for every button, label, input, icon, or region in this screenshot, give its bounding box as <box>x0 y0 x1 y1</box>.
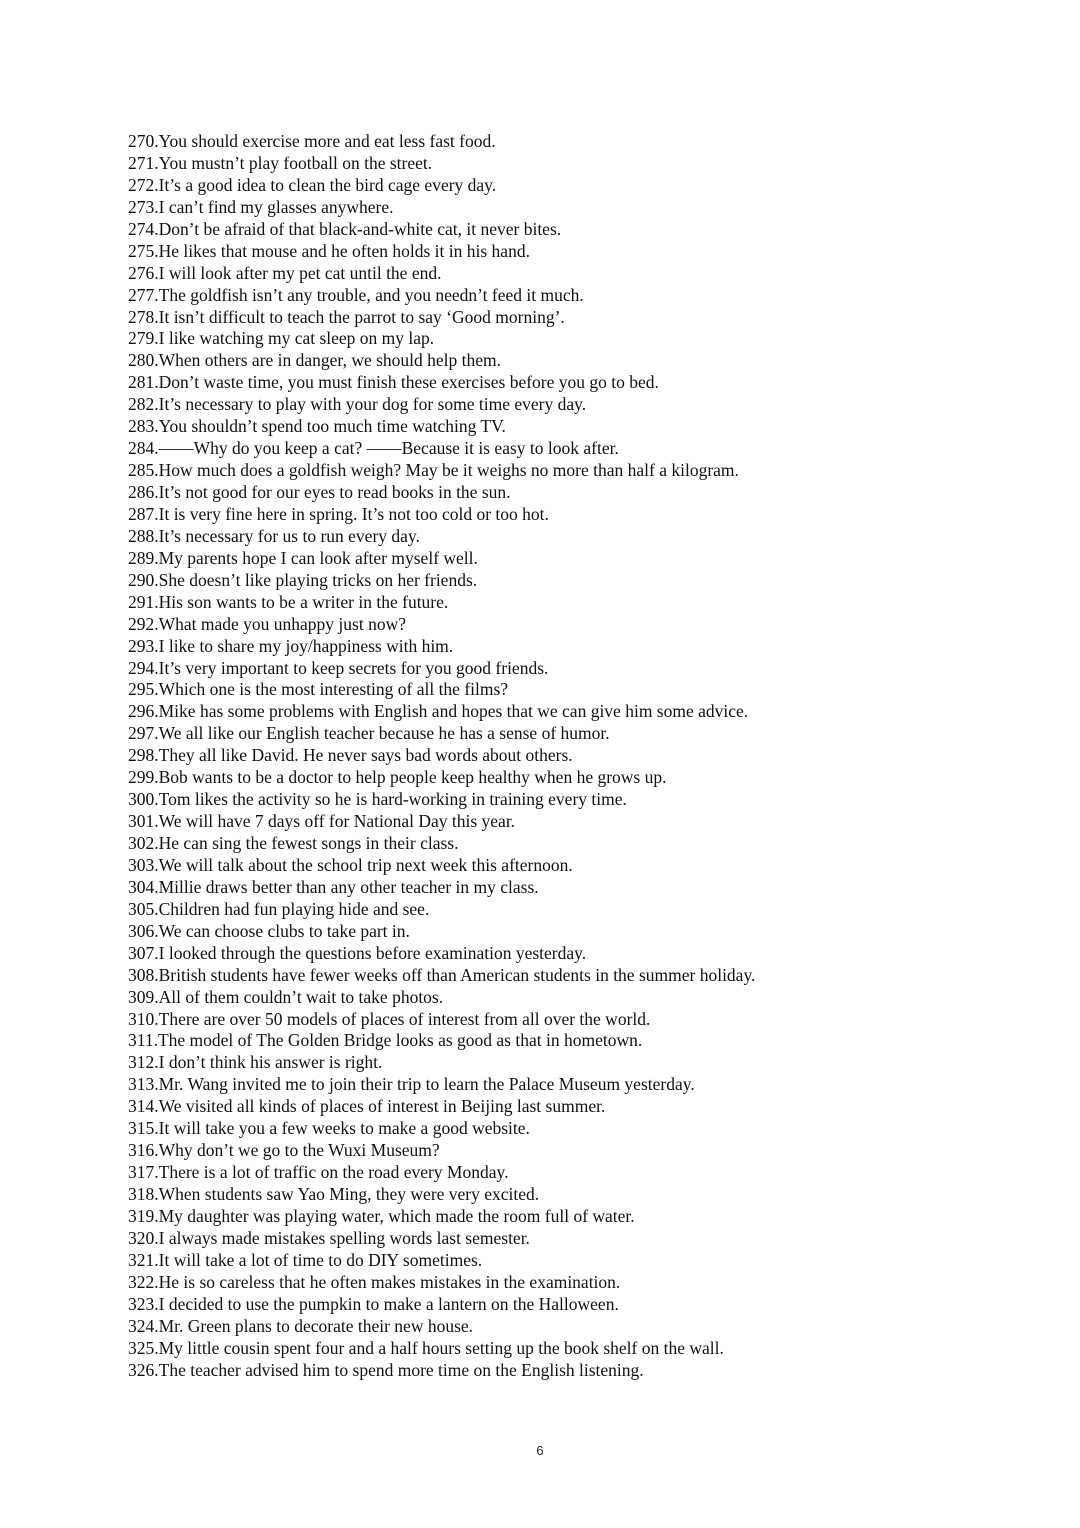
sentence-list <box>128 131 1028 1381</box>
sentence-item: 290.She doesn’t like playing tricks on her friends. <box>128 569 478 590</box>
sentence-item: 303.We will talk about the school trip next week this afternoon. <box>128 854 573 875</box>
sentence-item: 298.They all like David. He never says bad words about others. <box>128 745 573 766</box>
sentence-item: 292.What made you unhappy just now? <box>128 613 407 634</box>
sentence-item: 317.There is a lot of traffic on the road every Monday. <box>128 1162 509 1183</box>
sentence-item: 313.Mr. Wang invited me to join their trip to learn the Palace Museum yesterday. <box>128 1074 695 1095</box>
sentence-item: 286.It’s not good for our eyes to read books in the sun. <box>128 482 511 502</box>
sentence-item: 321.It will take a lot of time to do DIY sometimes. <box>128 1249 483 1270</box>
sentence-item: 289.My parents hope I can look after myself well. <box>128 547 478 568</box>
sentence-item: 274.Don’t be afraid of that black-and-white cat, it never bites. <box>128 218 562 239</box>
sentence-item: 314.We visited all kinds of places of interest in Beijing last summer. <box>128 1096 606 1117</box>
sentence-item: 325.My little cousin spent four and a half hours setting up the book shelf on the wall. <box>128 1337 724 1358</box>
sentence-item: 288.It’s necessary for us to run every day. <box>128 525 420 546</box>
sentence-item: 308.British students have fewer weeks off than American students in the summer holiday. <box>128 964 756 985</box>
sentence-item: 322.He is so careless that he often makes mistakes in the examination. <box>128 1271 621 1292</box>
sentence-item: 326.The teacher advised him to spend more time on the English listening. <box>128 1359 644 1380</box>
sentence-item: 302.He can sing the fewest songs in their class. <box>128 833 459 853</box>
sentence-item: 276.I will look after my pet cat until the end. <box>128 262 442 283</box>
sentence-item: 309.All of them couldn’t wait to take photos. <box>128 986 444 1007</box>
sentence-item: 316.Why don’t we go to the Wuxi Museum? <box>128 1140 440 1161</box>
sentence-item: 297.We all like our English teacher because he has a sense of humor. <box>128 723 610 744</box>
sentence-item: 315.It will take you a few weeks to make a good website. <box>128 1118 530 1139</box>
sentence-item: 293.I like to share my joy/happiness with him. <box>128 635 454 656</box>
sentence-item: 310.There are over 50 models of places of interest from all over the world. <box>128 1008 651 1029</box>
sentence-item: 307.I looked through the questions before examination yesterday. <box>128 942 587 963</box>
sentence-item: 301.We will have 7 days off for National Day this year. <box>128 811 516 832</box>
sentence-item: 280.When others are in danger, we should help them. <box>128 350 502 371</box>
sentence-item: 304.Millie draws better than any other teacher in my class. <box>128 876 539 897</box>
sentence-item: 320.I always made mistakes spelling words last semester. <box>128 1227 530 1248</box>
sentence-item: 282.It’s necessary to play with your dog for some time every day. <box>128 394 587 415</box>
sentence-item: 294.It’s very important to keep secrets for you good friends. <box>128 657 549 678</box>
sentence-item: 300.Tom likes the activity so he is hard-working in training every time. <box>128 789 627 810</box>
sentence-item: 279.I like watching my cat sleep on my lap. <box>128 328 435 349</box>
sentence-item: 311.The model of The Golden Bridge looks as good as that in hometown. <box>128 1030 643 1051</box>
page-number: 6 <box>536 1443 544 1458</box>
sentence-item: 273.I can’t find my glasses anywhere. <box>128 196 394 217</box>
sentence-item: 281.Don’t waste time, you must finish these exercises before you go to bed. <box>128 372 659 393</box>
sentence-item: 278.It isn’t difficult to teach the parrot to say ‘Good morning’. <box>128 306 565 327</box>
sentence-item: 284.——Why do you keep a cat? ——Because it is easy to look after. <box>128 438 619 459</box>
sentence-item: 285.How much does a goldfish weigh? May be it weighs no more than half a kilogram. <box>128 460 739 481</box>
sentence-item: 296.Mike has some problems with English and hopes that we can give him some advice. <box>128 701 749 722</box>
sentence-item: 291.His son wants to be a writer in the future. <box>128 591 449 612</box>
sentence-item: 299.Bob wants to be a doctor to help people keep healthy when he grows up. <box>128 767 667 788</box>
sentence-item: 272.It’s a good idea to clean the bird cage every day. <box>128 174 497 195</box>
sentence-item: 305.Children had fun playing hide and see. <box>128 898 430 919</box>
sentence-item: 283.You shouldn’t spend too much time watching TV. <box>128 416 506 437</box>
sentence-item: 295.Which one is the most interesting of all the films? <box>128 679 509 700</box>
sentence-item: 287.It is very fine here in spring. It’s not too cold or too hot. <box>128 503 549 524</box>
sentence-item: 312.I don’t think his answer is right. <box>128 1052 383 1073</box>
sentence-item: 271.You mustn’t play football on the street. <box>128 152 433 173</box>
sentence-item: 318.When students saw Yao Ming, they were very excited. <box>128 1184 540 1204</box>
sentence-item: 277.The goldfish isn’t any trouble, and you needn’t feed it much. <box>128 284 584 305</box>
sentence-item: 275.He likes that mouse and he often holds it in his hand. <box>128 240 530 261</box>
sentence-item: 270.You should exercise more and eat less fast food. <box>128 131 496 151</box>
sentence-item: 323.I decided to use the pumpkin to make a lantern on the Halloween. <box>128 1293 619 1314</box>
sentence-item: 324.Mr. Green plans to decorate their new house. <box>128 1315 474 1336</box>
sentence-item: 306.We can choose clubs to take part in. <box>128 920 410 941</box>
sentence-item: 319.My daughter was playing water, which made the room full of water. <box>128 1205 635 1226</box>
